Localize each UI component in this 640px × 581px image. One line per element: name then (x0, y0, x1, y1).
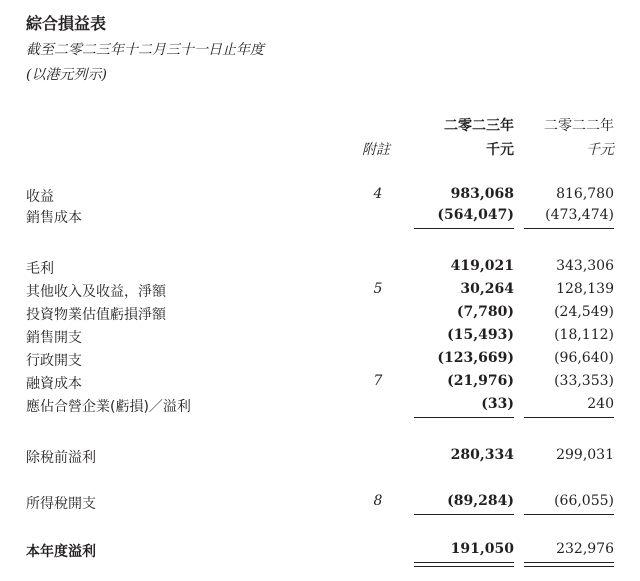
header-year-prior: 二零二二年 (544, 118, 614, 134)
row-label-valuation-loss: 投資物業估值虧損淨額 (26, 307, 166, 323)
row-label-gross-profit: 毛利 (26, 261, 54, 277)
row-current-cost-of-sales: (564,047) (437, 207, 514, 223)
row-prior-finance-costs: (33,353) (554, 373, 614, 389)
row-label-income-tax: 所得稅開支 (26, 496, 96, 512)
row-note-other-income: 5 (373, 281, 383, 297)
row-label-jv-share: 應佔合營企業(虧損)／溢利 (26, 399, 191, 415)
row-label-profit-before-tax: 除稅前溢利 (26, 450, 96, 466)
period-subtitle: 截至二零二三年十二月三十一日止年度 (26, 42, 264, 58)
total-double-rule-prior (524, 562, 614, 567)
row-label-cost-of-sales: 銷售成本 (26, 210, 82, 226)
row-label-other-income: 其他收入及收益，淨額 (26, 284, 166, 300)
row-current-revenue: 983,068 (450, 186, 514, 202)
row-prior-jv-share: 240 (587, 396, 614, 412)
subtotal-rule-current-2 (414, 417, 514, 418)
row-current-other-income: 30,264 (460, 281, 514, 297)
row-label-revenue: 收益 (26, 189, 54, 205)
row-label-profit-for-year: 本年度溢利 (26, 544, 96, 560)
row-prior-profit-before-tax: 299,031 (556, 447, 614, 463)
subtotal-rule-current-3 (414, 514, 514, 515)
row-prior-revenue: 816,780 (556, 186, 614, 202)
row-label-admin-expenses: 行政開支 (26, 353, 82, 369)
subtotal-rule-prior-3 (524, 514, 614, 515)
subtotal-rule-prior-2 (524, 417, 614, 418)
row-prior-valuation-loss: (24,549) (554, 304, 614, 320)
header-note-label: 附註 (362, 142, 390, 158)
total-double-rule-current (414, 562, 514, 567)
row-prior-gross-profit: 343,306 (556, 258, 614, 274)
row-note-finance-costs: 7 (373, 373, 383, 389)
row-note-income-tax: 8 (373, 493, 383, 509)
row-prior-cost-of-sales: (473,474) (545, 207, 614, 223)
row-note-revenue: 4 (373, 186, 383, 202)
header-year-current: 二零二三年 (444, 118, 514, 134)
row-prior-income-tax: (66,055) (554, 493, 614, 509)
subtotal-rule-prior (524, 228, 614, 229)
row-current-admin-expenses: (123,669) (437, 350, 514, 366)
statement-title: 綜合損益表 (26, 14, 107, 33)
row-current-income-tax: (89,284) (447, 493, 514, 509)
row-prior-other-income: 128,139 (556, 281, 614, 297)
row-current-finance-costs: (21,976) (447, 373, 514, 389)
row-current-profit-before-tax: 280,334 (450, 447, 514, 463)
row-prior-profit-for-year: 232,976 (556, 541, 614, 557)
row-current-profit-for-year: 191,050 (450, 541, 514, 557)
row-prior-admin-expenses: (96,640) (554, 350, 614, 366)
subtotal-rule-current (414, 228, 514, 229)
row-current-selling-expenses: (15,493) (447, 327, 514, 343)
row-current-gross-profit: 419,021 (450, 258, 514, 274)
row-label-finance-costs: 融資成本 (26, 376, 82, 392)
currency-note: (以港元列示) (26, 67, 107, 83)
row-current-valuation-loss: (7,780) (456, 304, 514, 320)
header-unit-current: 千元 (486, 142, 514, 158)
row-label-selling-expenses: 銷售開支 (26, 330, 82, 346)
row-current-jv-share: (33) (481, 396, 514, 412)
header-unit-prior: 千元 (586, 142, 614, 158)
row-prior-selling-expenses: (18,112) (554, 327, 614, 343)
